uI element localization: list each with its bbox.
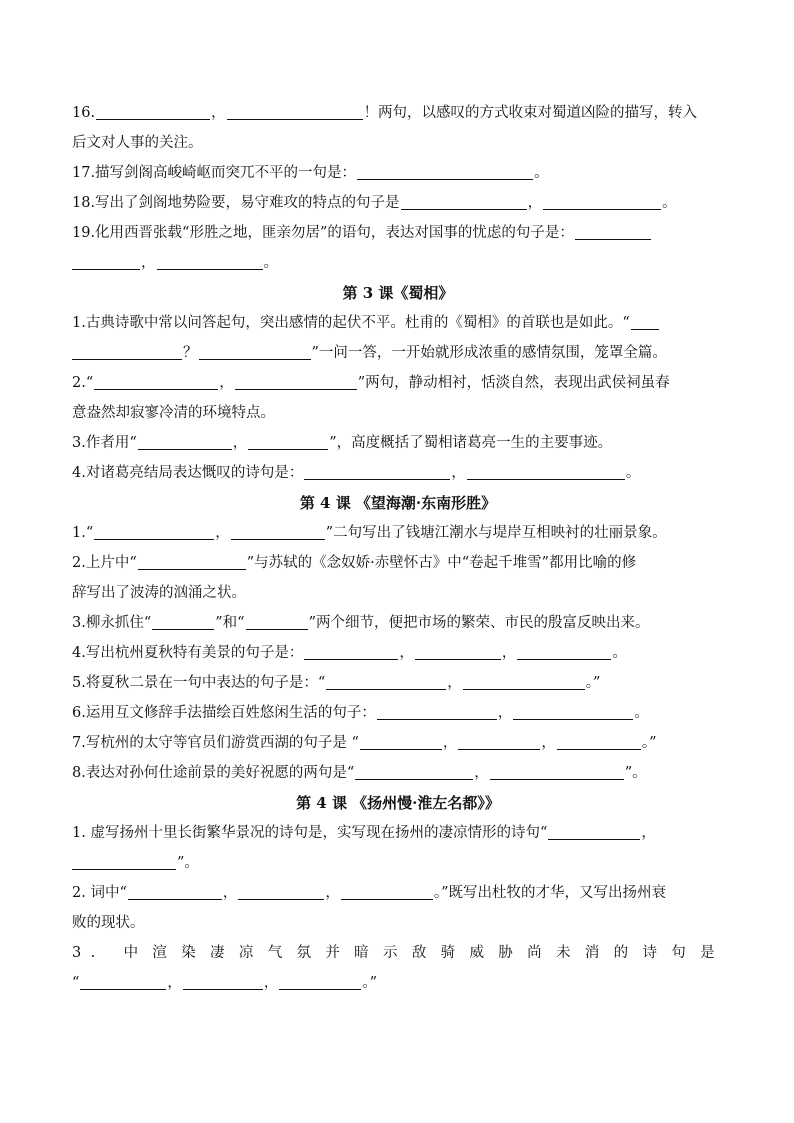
separator: 。 [634, 705, 649, 721]
answer-blank[interactable] [326, 673, 446, 690]
lesson-3-question-2-cont [72, 398, 724, 428]
answer-blank[interactable] [377, 703, 497, 720]
question-number: 16. [72, 105, 96, 121]
question-text: 2.“ [72, 375, 94, 391]
separator: ， [451, 465, 466, 481]
answer-blank[interactable] [157, 253, 263, 270]
separator: ， [527, 195, 543, 211]
question-text: ”与苏轼的《念奴娇·赤壁怀古》中“卷起千堆雪”都用比喻的修 [246, 555, 637, 571]
lesson-3-question-4 [72, 458, 724, 488]
answer-blank[interactable] [152, 613, 214, 630]
worksheet-content [72, 98, 724, 998]
answer-blank[interactable] [183, 973, 263, 990]
lesson-4b-title: 第 4 课 《扬州慢·淮左名都》》 [296, 794, 500, 812]
answer-blank[interactable] [548, 823, 640, 840]
question-text: 1.古典诗歌中常以问答起句，突出感情的起伏不平。杜甫的《蜀相》的首联也是如此。“ [72, 315, 630, 331]
question-text: 辞写出了波涛的汹涌之状。 [72, 585, 246, 601]
question-text: 17.描写剑阁高峻崎岖而突兀不平的一句是： [72, 165, 357, 181]
question-text: ”，高度概括了蜀相诸葛亮一生的主要事迹。 [329, 435, 613, 451]
answer-blank[interactable] [72, 343, 182, 360]
lesson-4a-question-6 [72, 698, 724, 728]
question-text: ”两个细节，便把市场的繁荣、市民的殷富反映出来。 [308, 615, 650, 631]
answer-blank[interactable] [138, 433, 232, 450]
separator: ， [447, 675, 462, 691]
separator: 。 [534, 165, 549, 181]
answer-blank[interactable] [341, 883, 433, 900]
separator: ， [474, 765, 489, 781]
question-text: 4.对诸葛亮结局表达慨叹的诗句是： [72, 465, 304, 481]
answer-blank[interactable] [94, 373, 218, 390]
question-text: 3.作者用“ [72, 435, 137, 451]
answer-blank[interactable] [458, 733, 540, 750]
answer-blank[interactable] [96, 103, 210, 120]
separator: ， [497, 705, 513, 721]
separator: ， [141, 255, 156, 271]
lesson-4b-question-1-cont [72, 848, 724, 878]
answer-blank[interactable] [355, 763, 473, 780]
answer-blank[interactable] [304, 643, 398, 660]
question-text: 意盎然却寂寥冷清的环境特点。 [72, 405, 275, 421]
answer-blank[interactable] [231, 523, 325, 540]
lesson-4a-question-5 [72, 668, 724, 698]
answer-blank[interactable] [199, 343, 311, 360]
lesson-4a-question-1 [72, 518, 724, 548]
answer-blank[interactable] [415, 643, 501, 660]
question-text: 18.写出了剑阁地势险要，易守难攻的特点的句子是 [72, 195, 400, 211]
answer-blank[interactable] [490, 763, 624, 780]
lesson-4a-question-7 [72, 728, 724, 758]
answer-blank[interactable] [246, 613, 308, 630]
question-text: 败的现状。 [72, 915, 145, 931]
lesson-3-title: 第 3 课《蜀相》 [342, 284, 454, 302]
lesson-4b-question-2-cont [72, 908, 724, 938]
separator: ， [501, 645, 517, 661]
separator: ， [641, 825, 656, 841]
answer-blank[interactable] [463, 673, 585, 690]
separator: ， [399, 645, 414, 661]
answer-blank[interactable] [557, 733, 641, 750]
separator: ， [167, 975, 182, 991]
lesson-4a-question-2 [72, 548, 724, 578]
lesson-3-question-2 [72, 368, 724, 398]
lesson-4a-title: 第 4 课 《望海潮·东南形胜》 [299, 494, 497, 512]
separator: 。 [263, 255, 278, 271]
answer-blank[interactable] [631, 313, 659, 330]
lesson-3-question-1-cont [72, 338, 724, 368]
separator: ， [222, 885, 238, 901]
separator: ， [541, 735, 556, 751]
separator: ， [325, 885, 340, 901]
answer-blank[interactable] [72, 853, 176, 870]
separator: 。” [362, 975, 378, 991]
separator: “ [72, 975, 80, 991]
question-text: ”一问一答，一开始就形成浓重的感情氛围，笼罩全篇。 [311, 345, 667, 361]
separator: ？ [183, 345, 198, 361]
answer-blank[interactable] [80, 973, 166, 990]
lesson-4a-question-3 [72, 608, 724, 638]
answer-blank[interactable] [238, 883, 324, 900]
question-text: 2. 词中“ [72, 885, 127, 901]
question-text: 1.“ [72, 525, 94, 541]
separator: ”。 [624, 765, 647, 781]
answer-blank[interactable] [401, 193, 527, 210]
answer-blank[interactable] [360, 733, 442, 750]
separator: ”。 [177, 855, 199, 871]
separator: ， [232, 435, 248, 451]
question-text: 后文对人事的关注。 [72, 135, 203, 151]
question-text: ！两句，以感叹的方式收束对蜀道凶险的描写，转入 [363, 105, 698, 121]
answer-blank[interactable] [94, 523, 214, 540]
lesson-4a-question-8 [72, 758, 724, 788]
answer-blank[interactable] [513, 703, 633, 720]
question-text: 4.写出杭州夏秋特有美景的句子是： [72, 645, 304, 661]
answer-blank[interactable] [72, 253, 140, 270]
lesson-4b-question-2 [72, 878, 724, 908]
question-19-cont [72, 248, 724, 278]
question-text: 8.表达对孙何仕途前景的美好祝愿的两句是“ [72, 765, 355, 781]
lesson-4b-question-1 [72, 818, 724, 848]
question-17 [72, 158, 724, 188]
separator: 。 [625, 465, 641, 481]
question-18 [72, 188, 724, 218]
separator: ， [263, 975, 279, 991]
question-text: 3.柳永抓住“ [72, 615, 152, 631]
separator: ”和“ [215, 615, 245, 631]
question-16-cont [72, 128, 724, 158]
lesson-4b-question-3-cont [72, 968, 724, 998]
answer-blank[interactable] [279, 973, 361, 990]
lesson-4a-question-4 [72, 638, 724, 668]
lesson-3-question-1 [72, 308, 724, 338]
separator: ， [219, 375, 234, 391]
separator: 。” [641, 735, 657, 751]
question-text: 。”既写出杜牧的才华，又写出扬州衰 [433, 885, 667, 901]
question-text: 5.将夏秋二景在一句中表达的句子是：“ [72, 675, 326, 691]
separator: 。” [585, 675, 601, 691]
question-text: 7.写杭州的太守等官员们游赏西湖的句子是 “ [72, 735, 359, 751]
lesson-4a-question-2-cont [72, 578, 724, 608]
question-16 [72, 98, 724, 128]
separator: ， [211, 105, 226, 121]
question-text: 1. 虚写扬州十里长街繁华景况的诗句是，实写现在扬州的凄凉情形的诗句“ [72, 825, 548, 841]
answer-blank[interactable] [357, 163, 533, 180]
answer-blank[interactable] [248, 433, 328, 450]
question-text: 6.运用互文修辞手法描绘百姓悠闲生活的句子： [72, 705, 376, 721]
answer-blank[interactable] [543, 193, 661, 210]
question-text: 3. 中渲染凄凉气氛并暗示敌骑威胁尚未消的诗句是 [72, 945, 724, 961]
answer-blank[interactable] [128, 883, 222, 900]
answer-blank[interactable] [467, 463, 625, 480]
question-text: 19.化用西晋张载“形胜之地，匪亲勿居”的语句，表达对国事的忧虑的句子是： [72, 225, 574, 241]
separator: ， [215, 525, 230, 541]
separator: ， [442, 735, 458, 751]
answer-blank[interactable] [304, 463, 450, 480]
separator: 。 [662, 195, 677, 211]
question-19 [72, 218, 724, 248]
answer-blank[interactable] [235, 373, 357, 390]
answer-blank[interactable] [575, 223, 651, 240]
question-text: 2.上片中“ [72, 555, 137, 571]
answer-blank[interactable] [517, 643, 611, 660]
answer-blank[interactable] [138, 553, 246, 570]
question-text: ”两句，静动相衬，恬淡自然，表现出武侯祠虽春 [357, 375, 670, 391]
lesson-4b-question-3 [72, 938, 724, 968]
question-text: ”二句写出了钱塘江潮水与堤岸互相映衬的壮丽景象。 [325, 525, 667, 541]
separator: 。 [612, 645, 627, 661]
answer-blank[interactable] [227, 103, 363, 120]
lesson-3-question-3 [72, 428, 724, 458]
